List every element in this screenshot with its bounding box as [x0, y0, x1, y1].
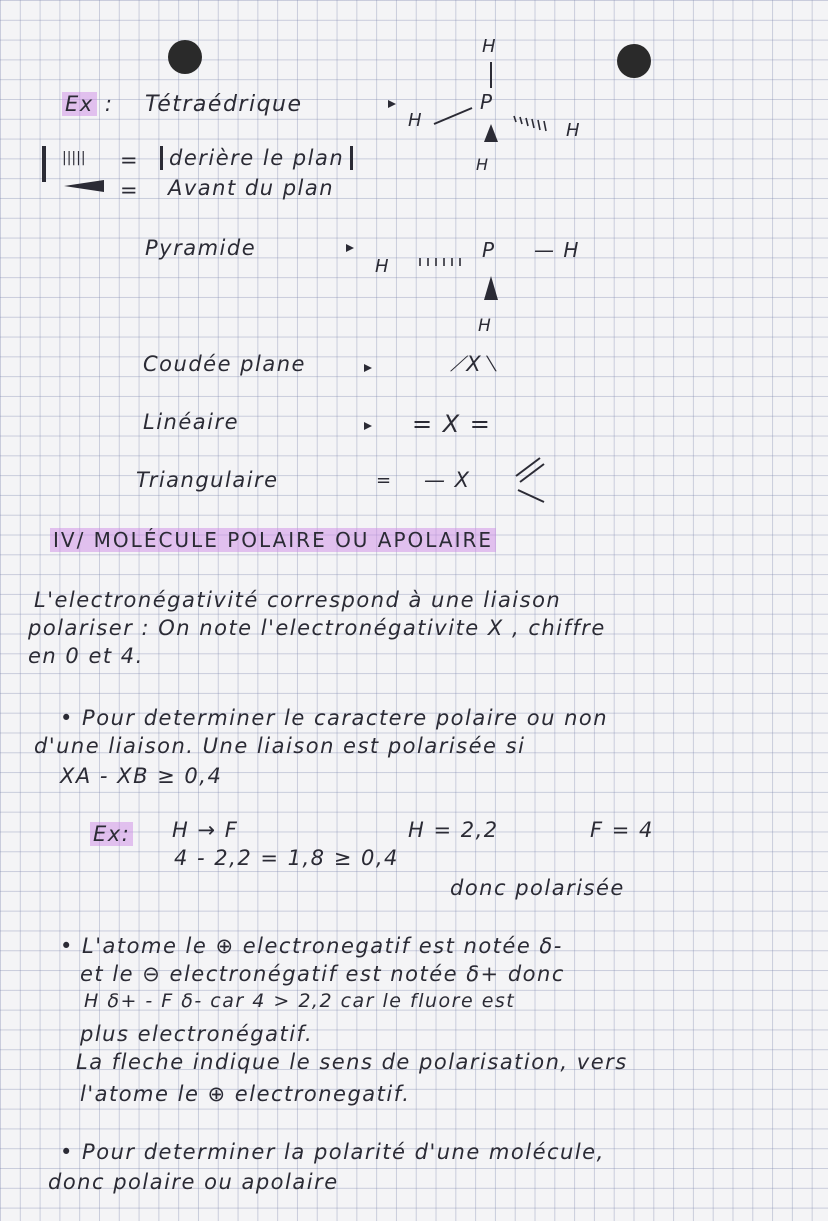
- example2-h-value: H = 2,2: [408, 818, 499, 842]
- legend-hash-symbol: |||||: [62, 150, 86, 166]
- para3-line4: plus electronégatif.: [80, 1022, 314, 1046]
- lineaire-arrow: [364, 422, 372, 430]
- pyramid-arrow: [346, 244, 354, 252]
- pyr-p: P: [482, 238, 496, 262]
- pyr-h-left: H: [375, 256, 391, 277]
- triangulaire-formula: — X: [424, 468, 471, 492]
- coudee-arrow: [364, 364, 372, 372]
- lineaire-formula: = X =: [412, 410, 492, 438]
- para4-line1: • Pour determiner la polarité d'une molécule,: [60, 1140, 605, 1164]
- pyr-h-right: — H: [534, 238, 580, 262]
- example2-bond: H → F: [172, 818, 239, 842]
- tetra-bond-left: [434, 108, 472, 124]
- para3-line6: l'atome le ⊕ electronegatif.: [80, 1082, 411, 1106]
- example2-f-value: F = 4: [590, 818, 654, 842]
- example2-result: donc polarisée: [450, 876, 625, 900]
- para3-line5: La fleche indique le sens de polarisation, vers: [76, 1050, 628, 1074]
- para1-line3: en 0 et 4.: [28, 644, 144, 668]
- legend-front-plane: Avant du plan: [168, 176, 335, 200]
- tetra-h-bottom: H: [476, 155, 490, 174]
- tetra-p: P: [480, 90, 494, 114]
- pyr-wedge-bond: [484, 276, 498, 300]
- para3-line1: • L'atome le ⊕ electronegatif est notée δ-: [60, 934, 563, 958]
- coudee-title: Coudée plane: [143, 352, 306, 376]
- pyramid-title: Pyramide: [145, 236, 257, 260]
- example-label: Ex :: [62, 92, 113, 116]
- tetra-h-top: H: [482, 36, 498, 57]
- para1-line1: L'electronégativité correspond à une liaison: [34, 588, 562, 612]
- legend-behind-plane: derière le plan: [160, 146, 353, 170]
- tetrahedral-title: Tétraédrique: [145, 92, 303, 117]
- example2-label: Ex:: [90, 822, 133, 846]
- lineaire-title: Linéaire: [143, 410, 240, 434]
- tetra-h-right: H: [566, 120, 582, 141]
- para2-line2: d'une liaison. Une liaison est polarisée si: [34, 734, 526, 758]
- tetra-hashed-bond: [514, 116, 546, 131]
- para2-line1: • Pour determiner le caractere polaire ou non: [60, 706, 609, 730]
- legend-eq-1: =: [120, 148, 140, 172]
- tetra-wedge-bond: [484, 124, 498, 142]
- para3-line3: H δ+ - F δ- car 4 > 2,2 car le fluore est: [84, 990, 516, 1012]
- pyr-hashed-bond: [420, 258, 460, 266]
- pyr-h-bottom: H: [478, 316, 493, 336]
- para2-line3: XA - XB ≥ 0,4: [60, 764, 223, 788]
- para3-line2: et le ⊖ electronégatif est notée δ+ donc: [80, 962, 565, 986]
- triangulaire-eq: =: [376, 470, 392, 491]
- triang-bonds: [516, 458, 544, 502]
- triangulaire-title: Triangulaire: [136, 468, 279, 492]
- tetra-title-arrow: [388, 100, 396, 108]
- tetra-h-left: H: [408, 110, 424, 131]
- section-heading: IV/ MOLÉCULE POLAIRE OU APOLAIRE: [50, 528, 496, 552]
- para4-line2: donc polaire ou apolaire: [48, 1170, 339, 1194]
- para1-line2: polariser : On note l'electronégativite X , chiffre: [28, 616, 606, 640]
- legend-wedge-symbol: [64, 180, 104, 192]
- example2-calc: 4 - 2,2 = 1,8 ≥ 0,4: [174, 846, 399, 870]
- coudee-formula: ⟋X⟍: [450, 352, 499, 376]
- legend-eq-2: =: [120, 178, 140, 202]
